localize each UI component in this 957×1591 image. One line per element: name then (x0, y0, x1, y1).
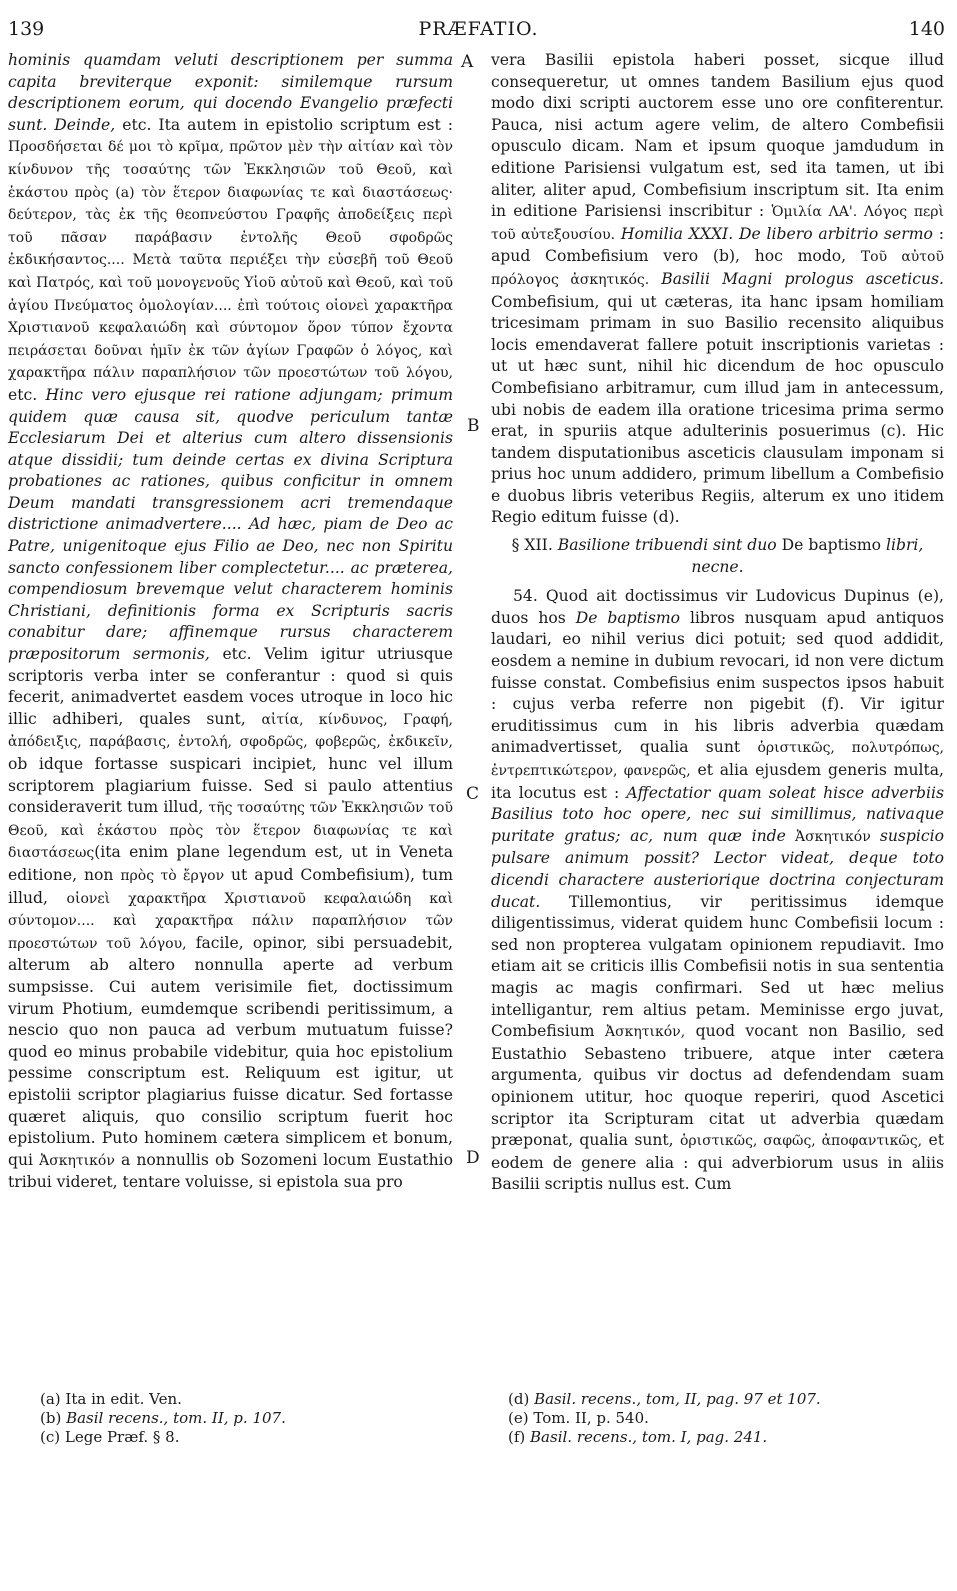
footnote (508, 1409, 938, 1428)
margin-letter-a: A (461, 52, 474, 72)
footnote-mark: (f) (508, 1428, 526, 1446)
text: § XII. (511, 536, 558, 555)
greek-text: Ἀσκητικόν, (604, 1024, 686, 1041)
text: : apud Combefisium vero (b), hoc modo, (491, 224, 944, 266)
greek-text: Ἀσκητικόν (785, 828, 880, 845)
text: vera Basilii epistola haberi posset, sicque illud consequeretur, ut omnes tandem Basilium ejus quod modo dixi scripti auctorem esse uno ore confiterentur. Pauca, nisi actum agere velim, de altero Combefisii opusculo dicam. Nam et ipsum quoque jamdudum in editione Parisiensi vulgatum est, sed ita tamen, ut ibi aliter, aliter apud, Combefisium inscriptum sit. Ita enim in editione Parisiensi inscribitur : (491, 51, 944, 221)
greek-text: Προσδήσεται δέ μοι τὸ κρῖμα, πρῶτον μὲν τὴν αἰτίαν καὶ τὸν κίνδυνον τῆς τοσαύτης τῶν Ἐκκλησιῶν τοῦ Θεοῦ, καὶ ἑκάστου πρὸς (a) τὸν ἕτερον διαφωνίας τε καὶ διαστάσεως· δεύτερον, τὰς ἐκ τῆς θεοπνεύστου Γραφῆς ἀποδείξεις περὶ τοῦ πᾶσαν παράβασιν ἐντολῆς Θεοῦ σφοδρῶς ἐκδικήσαντος.... Μετὰ ταῦτα περιέξει τὴν εὐσεβῆ τοῦ Θεοῦ καὶ Πατρός, καὶ τοῦ μονογενοῦς Υἱοῦ αὐτοῦ καὶ Θεοῦ, καὶ τοῦ ἁγίου Πνεύματος ὁμολογίαν.... ἐπὶ τούτοις οἱονεὶ χαρακτῆρα Χριστιανοῦ κεφαλαιώδη καὶ σύντομον ὅρον τύπον ἔχοντα πειράσεται δοῦναι ἡμῖν ἐκ τῶν ἁγίων Γραφῶν ὁ λόγος, καὶ χαρακτῆρα πάλιν παραπλήσιον τῶν προεστώτων τοῦ λόγου, (8, 139, 453, 382)
text: Combefisium, qui ut cæteras, ita hanc ipsam homiliam tricesimam primam in suo Basilio recensito aliquibus locis emendaverat fallere potuit inscriptionis varietas : ut ut hæc sunt, nihil hic dicendum de hoc opusculo Combefisiano arbitramur, cum illud jam in antecessum, ubi nobis de eadem illa oratione tricesima prima sermo erat, in spuriis atque adulterinis posuerimus (c). Hic tandem disputationibus asceticis clausulam imponam si prius hoc unum addidero, primum libellum a Combefisio e duobus libris veteribus Regiis, alterum ex uno itidem Regio editum fuisse (d). (491, 292, 944, 527)
footnote-text: Basil. recens., tom. I, pag. 241. (525, 1428, 768, 1446)
text: et eodem de genere alia : qui adverbiorum usus in aliis Basilii scriptis nullus est. Cum (491, 1131, 944, 1194)
left-paragraph (8, 50, 453, 1194)
text: quod vocant non Basilio, sed Eustathio Sebasteno tribuere, atque inter cætera argumenta, quibus vir doctus ad defendendam suam opinionem utitur, hoc quoque reperiri, quod Ascetici scriptor ita Scripturam citat ut adverbia quædam præponat, qualia sunt, (491, 1022, 944, 1150)
greek-text: Τοῦ αὐτοῦ πρόλογος ἀσκητικός. (491, 249, 944, 288)
footnote-text: Ita in edit. Ven. (60, 1390, 182, 1408)
greek-text: πρὸς τὸ ἔργον (120, 867, 225, 884)
footnote-mark: (b) (40, 1409, 62, 1427)
right-column (491, 50, 944, 1196)
greek-text: ὁριστικῶς, πολυτρόπως, ἐντρεπτικώτερον, φανερῶς, (491, 740, 944, 779)
text-italic: libri, necne. (691, 536, 924, 576)
margin-letter-c: C (466, 784, 480, 804)
footnote (40, 1390, 450, 1409)
text: etc. Ita autem in epistolio scriptum est : (115, 115, 453, 134)
footnote (40, 1428, 450, 1447)
text: 54. Quod ait doctissimus vir Ludovicus Dupinus (e), duos hos (491, 587, 944, 627)
section-heading (491, 535, 944, 578)
page-header (0, 18, 957, 44)
footnote-text: Basil. recens., tom, II, pag. 97 et 107. (529, 1390, 821, 1408)
text: etc. (8, 385, 46, 404)
text-italic: Basilii Magni prologus asceticus. (649, 269, 944, 288)
running-title: PRÆFATIO. (418, 18, 539, 40)
footnote (508, 1428, 938, 1447)
greek-text: αἰτία, κίνδυνος, Γραφή, ἀπόδειξις, παράβασις, ἐντολή, σφοδρῶς, φοβερῶς, ἐκδικεῖν, (8, 711, 453, 751)
text: ob idque fortasse suspicari incipiet, hunc vel illum scriptorem plagiarium fuisse. Sed si paulo attentius consideraverit tum illud, (8, 755, 453, 817)
text-italic: De baptismo (575, 608, 681, 627)
footnote-text: Tom. II, p. 540. (528, 1409, 649, 1427)
text: libros nusquam apud antiquos laudari, eo nihil verius dici potuit; sed quod addidit, eosdem a nemine in dubium revocari, id non vere dictum fuisse constat. Combefisius enim suspectos ipsos habuit : cujus verba referre non pigebit (f). Vir igitur eruditissimus cum in his libris adverbia quædam animadvertisset, qualia sunt (491, 608, 945, 757)
footnote-mark: (a) (40, 1390, 61, 1408)
footnote-mark: (d) (508, 1390, 530, 1408)
text: et alia ejusdem generis multa, ita locutus est : (491, 761, 944, 802)
footnote (40, 1409, 450, 1428)
greek-text: ὁριστικῶς, σαφῶς, ἀποφαντικῶς, (679, 1133, 923, 1150)
footnote (508, 1390, 938, 1409)
text: ut apud Combefisium), tum illud, (8, 865, 453, 907)
text-italic: Hinc vero ejusque rei ratione adjungam; primum quidem quæ causa sit, quodve periculum tantæ Ecclesiarum Dei et alterius cum altero dissensionis atque dissidii; tum deinde certas ex divina Scriptura probationes ac rationes, quibus conficitur in omnem Deum mandati transgressionem acri tremendaque districtione animadvertere.... Ad hæc, piam de Deo ac Patre, unigenitoque ejus Filio ae Deo, nec non Spiritu sancto confessionem liber complectetur.... ac præterea, compendiosum brevemque velut characterem hominis Christiani, definitionis forma ex Scripturis sacris conabitur dare; affinemque rursus characterem præpositorum sermonis, (8, 385, 453, 664)
text: Tillemontius, vir peritissimus idemque diligentissimus, viderat quidem hunc Combefisii locum : sed non propterea vulgatam opinionem repudiavit. Imo etiam ait se criticis illis Combefisii notis in sua sententia magis ac magis confirmari. Sed ut hæc melius intelligantur, rem altius petam. Meminisse ergo juvat, Combefisium (491, 892, 944, 1041)
footnote-mark: (e) (508, 1409, 529, 1427)
footnotes-right (508, 1390, 938, 1447)
greek-text: οἱονεὶ χαρακτῆρα Χριστιανοῦ κεφαλαιώδη καὶ σύντομον.... καὶ χαρακτῆρα πάλιν παραπλήσιον τῶν προεστώτων τοῦ λόγου, (8, 890, 453, 952)
text: (ita enim plane legendum est, ut in Veneta editione, non (8, 843, 453, 884)
text-italic: Basilione tribuendi sint duo (557, 536, 777, 555)
footnote-text: Basil recens., tom. II, p. 107. (61, 1409, 286, 1427)
footnotes-left (40, 1390, 450, 1447)
text-italic: suspicio pulsare animum possit? Lector videat, deque toto dicendi charactere austeriorique doctrina conjecturam ducat. (491, 826, 944, 911)
greek-text: Ἀσκητικόν (39, 1152, 115, 1169)
left-column (8, 50, 453, 1194)
page-number-right: 140 (908, 18, 945, 40)
text-italic: Homilia XXXI. De libero arbitrio sermo (615, 224, 933, 243)
text: etc. Velim igitur utriusque scriptoris verba inter se conferantur : quod si quis fecerit, animadvertet easdem voces utroque in loco hic illic adhiberi, quales sunt, (8, 645, 453, 728)
text: De baptismo (776, 536, 886, 555)
text: a nonnullis ob Sozomeni locum Eustathio tribui videret, tentare voluisse, si epistola sua pro (8, 1150, 453, 1192)
margin-letter-d: D (466, 1148, 480, 1168)
footnote-mark: (c) (40, 1428, 61, 1446)
right-paragraph (491, 50, 944, 529)
greek-text: Ὁμιλία ΛΑ'. Λόγος περὶ τοῦ αὐτεξουσίου. (491, 204, 945, 243)
greek-text: τῆς τοσαύτης τῶν Ἐκκλησιῶν τοῦ Θεοῦ, καὶ ἑκάστου πρὸς τὸν ἕτερον διαφωνίας τε καὶ διαστάσεως (8, 800, 453, 862)
text: facile, opinor, sibi persuadebit, alterum ab altero nonnulla aperte ad verbum sumpsisse. Cui autem verisimile fiet, doctissimum virum Photium, eumdemque scribendi peritissimum, a nescio quo non pauca ad verbum mutuatum fuisse? quod eo minus probabile videbitur, quia hoc epistolium pessime conscriptum est. Reliquum est igitur, ut epistolii scriptor plagiarius fuisse dicatur. Sed fortasse quæret aliquis, quo consilio scriptum fuerit hoc epistolium. Puto hominem cætera simplicem et bonum, qui (8, 933, 453, 1169)
footnote-text: Lege Præf. § 8. (60, 1428, 180, 1446)
right-paragraph (491, 586, 944, 1196)
text-italic: hominis quamdam veluti descriptionem per summa capita breviterque exponit: similemque rursum descriptionem eorum, qui docendo Evangelio præfecti sunt. Deinde, (8, 51, 453, 134)
text-italic: Affectatior quam soleat hisce adverbiis Basilius toto hoc opere, nec sui simillimus, nativaque puritate gratus; ac, num quæ inde (491, 783, 945, 845)
page-number-left: 139 (8, 18, 45, 40)
margin-letter-b: B (467, 416, 480, 436)
